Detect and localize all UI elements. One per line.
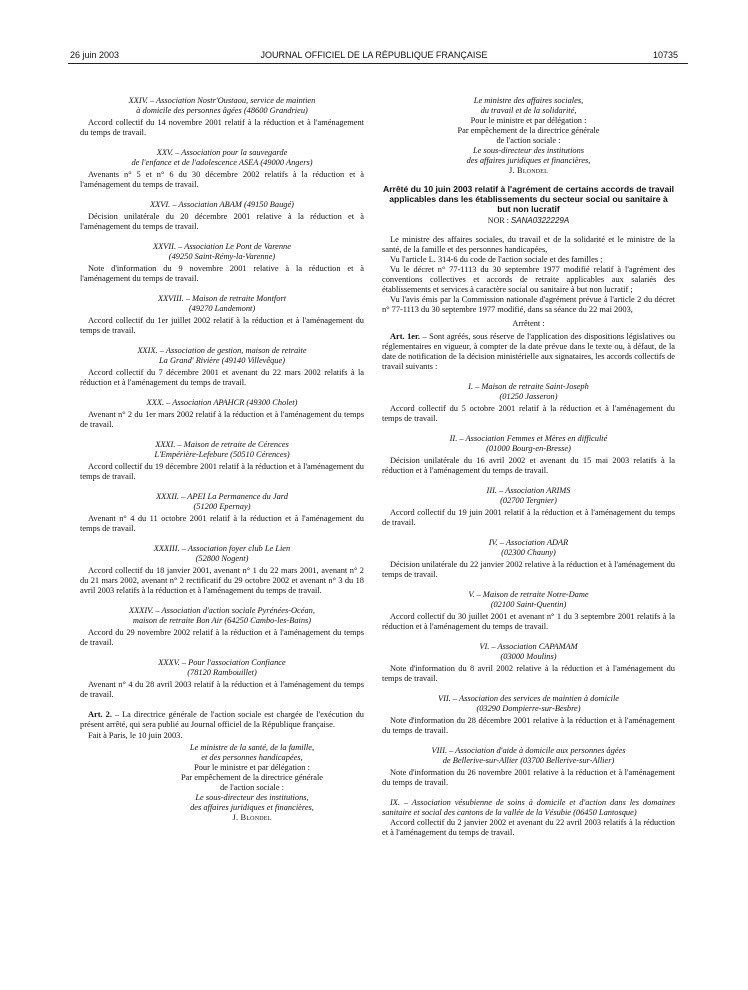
entry-heading <box>80 492 364 512</box>
entry-heading-line-2: (02300 Chauny) <box>501 548 556 557</box>
done-at: Fait à Paris, le 10 juin 2003. <box>88 731 183 740</box>
entry-heading <box>80 606 364 626</box>
nor-label: NOR : <box>487 216 509 225</box>
entry-heading <box>382 486 675 506</box>
list-item <box>382 642 675 684</box>
article-2-text: – La directrice générale de l'action sociale est chargée de l'exécution du présent arrêté, qui sera publié au Journal officiel de la République française. <box>80 710 364 729</box>
entry-text: Accord collectif du 18 janvier 2001, avenant n° 1 du 22 mars 2001, avenant n° 2 du 21 mars 2002, avenant n° 2 rectificatif du 29 octobre 2002 et avenant n° 3 du 18 avril 2003 relatifs à la réduction et à l'aménagement du temps de travail. <box>80 566 364 595</box>
entry-heading-line-2: (78120 Rambouillet) <box>187 668 257 677</box>
list-item <box>382 434 675 476</box>
preamble-vu-3: Vu l'avis émis par la Commission nationale d'agrément prévue à l'article 2 du décret n° 77-1113 du 30 septembre 1977 modifié, dans sa séance du 22 mai 2003, <box>382 295 675 314</box>
entry-heading-line-1: XXX. – Association APAHCR (49300 Cholet) <box>146 398 298 407</box>
entry-heading-line-2: (52800 Nogent) <box>195 554 249 563</box>
entry-heading-line-2: (03290 Dompierre-sur-Besbre) <box>476 704 581 713</box>
entry-heading-line-2: maison de retraite Bon Air (64250 Cambo-les-Bains) <box>132 616 312 625</box>
right-entry-list <box>382 382 675 788</box>
entry-text: Avenant n° 4 du 28 avril 2003 relatif à la réduction et à l'aménagement du temps de travail. <box>80 680 364 699</box>
entry-heading-line-1: VII. – Association des services de maintien à domicile <box>437 694 620 703</box>
entry-heading-line-1: XXVI. – Association ABAM (49150 Baugé) <box>150 200 294 209</box>
right-sig-delegation-3: de l'action sociale : <box>496 136 561 145</box>
entry-heading-line-1: III. – Association ARIMS <box>486 486 571 495</box>
entry-heading-line-2: (49250 Saint-Rémy-la-Varenne) <box>168 252 276 261</box>
list-item <box>382 382 675 424</box>
list-item <box>80 544 364 596</box>
left-sig-delegation-3: de l'action sociale : <box>219 783 285 792</box>
entry-heading-line-1: II. – Association Femmes et Mères en difficulté <box>449 434 608 443</box>
header-rule <box>68 63 688 64</box>
list-item <box>80 200 364 232</box>
entry-heading-line-1: XXXIII. – Association foyer club Le Lien <box>153 544 291 553</box>
header-title: JOURNAL OFFICIEL DE LA RÉPUBLIQUE FRANÇAISE <box>260 50 488 60</box>
entry-heading-line-1: I. – Maison de retraite Saint-Joseph <box>468 382 589 391</box>
article-1 <box>382 332 675 372</box>
list-item <box>382 746 675 788</box>
entry-heading <box>382 538 675 558</box>
entry-heading-line-1: XXXII. – APEI La Permanence du Jard <box>156 492 288 501</box>
entry-heading-line-1: IV. – Association ADAR <box>488 538 569 547</box>
left-signature-block <box>80 743 364 823</box>
entry-heading-line-2: (03000 Moulins) <box>500 652 557 661</box>
entry-heading-line-1: XXIX. – Association de gestion, maison de retraite <box>137 346 307 355</box>
entry-heading <box>382 434 675 454</box>
entry-heading <box>382 382 675 402</box>
entry-heading-ix: IX. – Association vésubienne de soins à domicile et d'action dans les domaines sanitaire et social des cantons de la vallée de la Vésubie (06450 Lantosque) <box>382 798 675 817</box>
entry-heading-line-2: (02700 Tergnier) <box>500 496 557 505</box>
decree-title: Arrêté du 10 juin 2003 relatif à l'agrément de certains accords de travail applicables dans les établissements du secteur social ou sanitaire à but non lucratif <box>382 184 674 214</box>
entry-heading <box>80 398 364 408</box>
entry-text: Accord collectif du 14 novembre 2001 relatif à la réduction et à l'aménagement du temps de travail. <box>80 118 364 137</box>
preamble-vu-2: Vu le décret n° 77-1113 du 30 septembre 1977 modifié relatif à l'agrément des conventions collectives et accords de retraite applicables aux salariés des établissements et services à caractère social ou sanitaire à but non lucratif ; <box>382 265 675 294</box>
entry-heading <box>382 694 675 714</box>
entry-heading-line-1: XXVII. – Association Le Pont de Varenne <box>153 242 291 251</box>
entry-text: Accord collectif du 5 octobre 2001 relatif à la réduction et à l'aménagement du temps de travail. <box>382 404 675 423</box>
entry-heading <box>80 200 364 210</box>
entry-text: Avenants n° 5 et n° 6 du 30 décembre 2002 relatifs à la réduction et à l'aménagement du temps de travail. <box>80 170 364 189</box>
entry-heading-line-1: XXIV. – Association Nostr'Oustaou, service de maintien <box>128 96 316 105</box>
right-sig-delegation-2: Par empêchement de la directrice générale <box>457 126 600 135</box>
entry-text: Décision unilatérale du 22 janvier 2002 relative à la réduction et à l'aménagement du temps de travail. <box>382 560 675 579</box>
entry-text: Avenant n° 2 du 1er mars 2002 relatif à la réduction et à l'aménagement du temps de travail. <box>80 410 364 429</box>
entry-heading <box>80 544 364 564</box>
entry-heading-line-1: XXXIV. – Association d'action sociale Pyrénées-Océan, <box>129 606 315 615</box>
entry-heading-line-2: (49270 Landemont) <box>188 304 256 313</box>
entry-heading <box>80 148 364 168</box>
entry-text: Accord collectif du 30 juillet 2001 et avenant n° 1 du 3 septembre 2001 relatifs à la réduction et à l'aménagement du temps de travail. <box>382 612 675 631</box>
left-sig-director-2: des affaires juridiques et financières, <box>190 803 314 812</box>
header-page-number: 10735 <box>652 50 678 60</box>
left-entry-list <box>80 96 364 700</box>
right-column <box>382 96 675 838</box>
entry-heading <box>382 642 675 662</box>
list-item <box>382 538 675 580</box>
left-sig-minister-2: et des personnes handicapées, <box>201 753 303 762</box>
entry-heading-line-2: de Bellerive-sur-Allier (03700 Bellerive-sur-Allier) <box>442 756 615 765</box>
entry-heading-line-2: de l'enfance et de l'adolescence ASEA (49000 Angers) <box>131 158 313 167</box>
entry-heading-line-1: XXXV. – Pour l'association Confiance <box>158 658 286 667</box>
entry-text: Accord du 29 novembre 2002 relatif à la réduction et à l'aménagement du temps de travail. <box>80 628 364 647</box>
nor-code: SANA0322229A <box>510 216 570 225</box>
entry-text: Note d'information du 8 avril 2002 relative à la réduction et à l'aménagement du temps de travail. <box>382 664 675 683</box>
entry-text-ix: Accord collectif du 2 janvier 2002 et avenant du 22 avril 2003 relatifs à la réduction et à l'aménagement du temps de travail. <box>382 818 675 837</box>
entry-text: Accord collectif du 1er juillet 2002 relatif à la réduction et à l'aménagement du temps de travail. <box>80 316 364 335</box>
list-item <box>382 486 675 528</box>
list-item <box>80 492 364 534</box>
list-item <box>80 606 364 648</box>
header-date: 26 juin 2003 <box>70 50 120 60</box>
entry-heading-line-1: XXXI. – Maison de retraite de Cérences <box>155 440 289 449</box>
article-2-label: Art. 2. <box>88 710 112 719</box>
article-1-text: – Sont agréés, sous réserve de l'application des dispositions législatives ou réglementaires en vigueur, à compter de la date prévue dans le texte ou, à défaut, de la date de notification de la décision ministérielle aux signataires, les accords collectifs de travail suivants : <box>382 332 676 371</box>
entry-text: Décision unilatérale du 16 avril 2002 et avenant du 15 mai 2003 relatifs à la réduction et à l'aménagement du temps de travail. <box>382 456 675 475</box>
right-sig-director-2: des affaires juridiques et financières, <box>466 156 591 165</box>
article-2 <box>80 710 364 730</box>
entry-heading-line-1: VIII. – Association d'aide à domicile aux personnes âgées <box>431 746 626 755</box>
entry-heading-line-2: à domicile des personnes âgées (48600 Grandrieu) <box>136 106 308 115</box>
entry-heading <box>80 346 364 366</box>
list-item <box>382 694 675 736</box>
right-sig-minister-1: Le ministre des affaires sociales, <box>473 96 584 105</box>
entry-text: Note d'information du 9 novembre 2001 relative à la réduction et à l'aménagement du temps de travail. <box>80 264 364 283</box>
right-sig-minister-2: du travail et de la solidarité, <box>480 106 577 115</box>
entry-heading <box>80 96 364 116</box>
entry-heading <box>80 242 364 262</box>
entry-heading <box>382 746 675 766</box>
list-item <box>80 96 364 138</box>
left-sig-minister-1: Le ministre de la santé, de la famille, <box>189 743 315 752</box>
left-sig-name: J. Blondel <box>232 813 272 822</box>
nor-reference <box>382 216 675 226</box>
entry-heading-line-1: VI. – Association CAPAMAM <box>479 642 578 651</box>
entry-heading <box>80 440 364 460</box>
entry-text: Note d'information du 26 novembre 2001 relative à la réduction et à l'aménagement du temps de travail. <box>382 768 675 787</box>
entry-heading-line-2: (01000 Bourg-en-Bresse) <box>486 444 571 453</box>
list-item <box>80 658 364 700</box>
entry-heading-line-2: (02100 Saint-Quentin) <box>490 600 567 609</box>
entry-text: Accord collectif du 19 décembre 2001 relatif à la réduction et à l'aménagement du temps de travail. <box>80 462 364 481</box>
list-item <box>80 294 364 336</box>
arretent: Arrêtent : <box>512 319 545 328</box>
right-top-signature-block <box>382 96 675 176</box>
list-item <box>80 398 364 430</box>
entry-heading-line-2: (01250 Jasseron) <box>499 392 558 401</box>
entry-heading <box>80 658 364 678</box>
right-sig-director-1: Le sous-directeur des institutions <box>472 146 585 155</box>
left-column <box>80 96 364 823</box>
entry-heading-line-1: XXVIII. – Maison de retraite Montfort <box>157 294 287 303</box>
preamble <box>382 235 675 315</box>
list-item <box>80 242 364 284</box>
entry-heading-line-2: L'Empérière-Lefebure (50510 Cérences) <box>154 450 290 459</box>
left-sig-director-1: Le sous-directeur des institutions, <box>195 793 309 802</box>
list-item <box>80 148 364 190</box>
entry-text: Avenant n° 4 du 11 octobre 2001 relatif à la réduction et à l'aménagement du temps de travail. <box>80 514 364 533</box>
entry-heading <box>382 590 675 610</box>
right-sig-name: J. Blondel <box>508 166 549 175</box>
entry-heading-line-2: La Grand' Rivière (49140 Villevêque) <box>159 356 285 365</box>
entry-heading <box>80 294 364 314</box>
article-1-label: Art. 1er. <box>390 332 421 341</box>
list-item <box>382 590 675 632</box>
preamble-vu-1: Vu l'article L. 314-6 du code de l'action sociale et des familles ; <box>390 255 603 264</box>
left-sig-delegation-1: Pour le ministre et par délégation : <box>194 763 310 772</box>
left-sig-delegation-2: Par empêchement de la directrice générale <box>180 773 324 782</box>
entry-heading-line-2: (51200 Epernay) <box>193 502 251 511</box>
right-sig-delegation-1: Pour le ministre et par délégation : <box>470 116 587 125</box>
entry-text: Accord collectif du 19 juin 2001 relatif à la réduction et à l'aménagement du temps de travail. <box>382 508 675 527</box>
entry-text: Décision unilatérale du 20 décembre 2001 relative à la réduction et à l'aménagement du temps de travail. <box>80 212 364 231</box>
entry-text: Accord collectif du 7 décembre 2001 et avenant du 22 mars 2002 relatifs à la réduction et à l'aménagement du temps de travail. <box>80 368 364 387</box>
list-item <box>80 440 364 482</box>
preamble-ministers: Le ministre des affaires sociales, du travail et de la solidarité et le ministre de la santé, de la famille et des personnes handicapées, <box>382 235 675 254</box>
list-item <box>80 346 364 388</box>
entry-heading-line-1: V. – Maison de retraite Notre-Dame <box>468 590 589 599</box>
entry-text: Note d'information du 28 décembre 2001 relative à la réduction et à l'aménagement du temps de travail. <box>382 716 675 735</box>
entry-heading-line-1: XXV. – Association pour la sauvegarde <box>156 148 288 157</box>
